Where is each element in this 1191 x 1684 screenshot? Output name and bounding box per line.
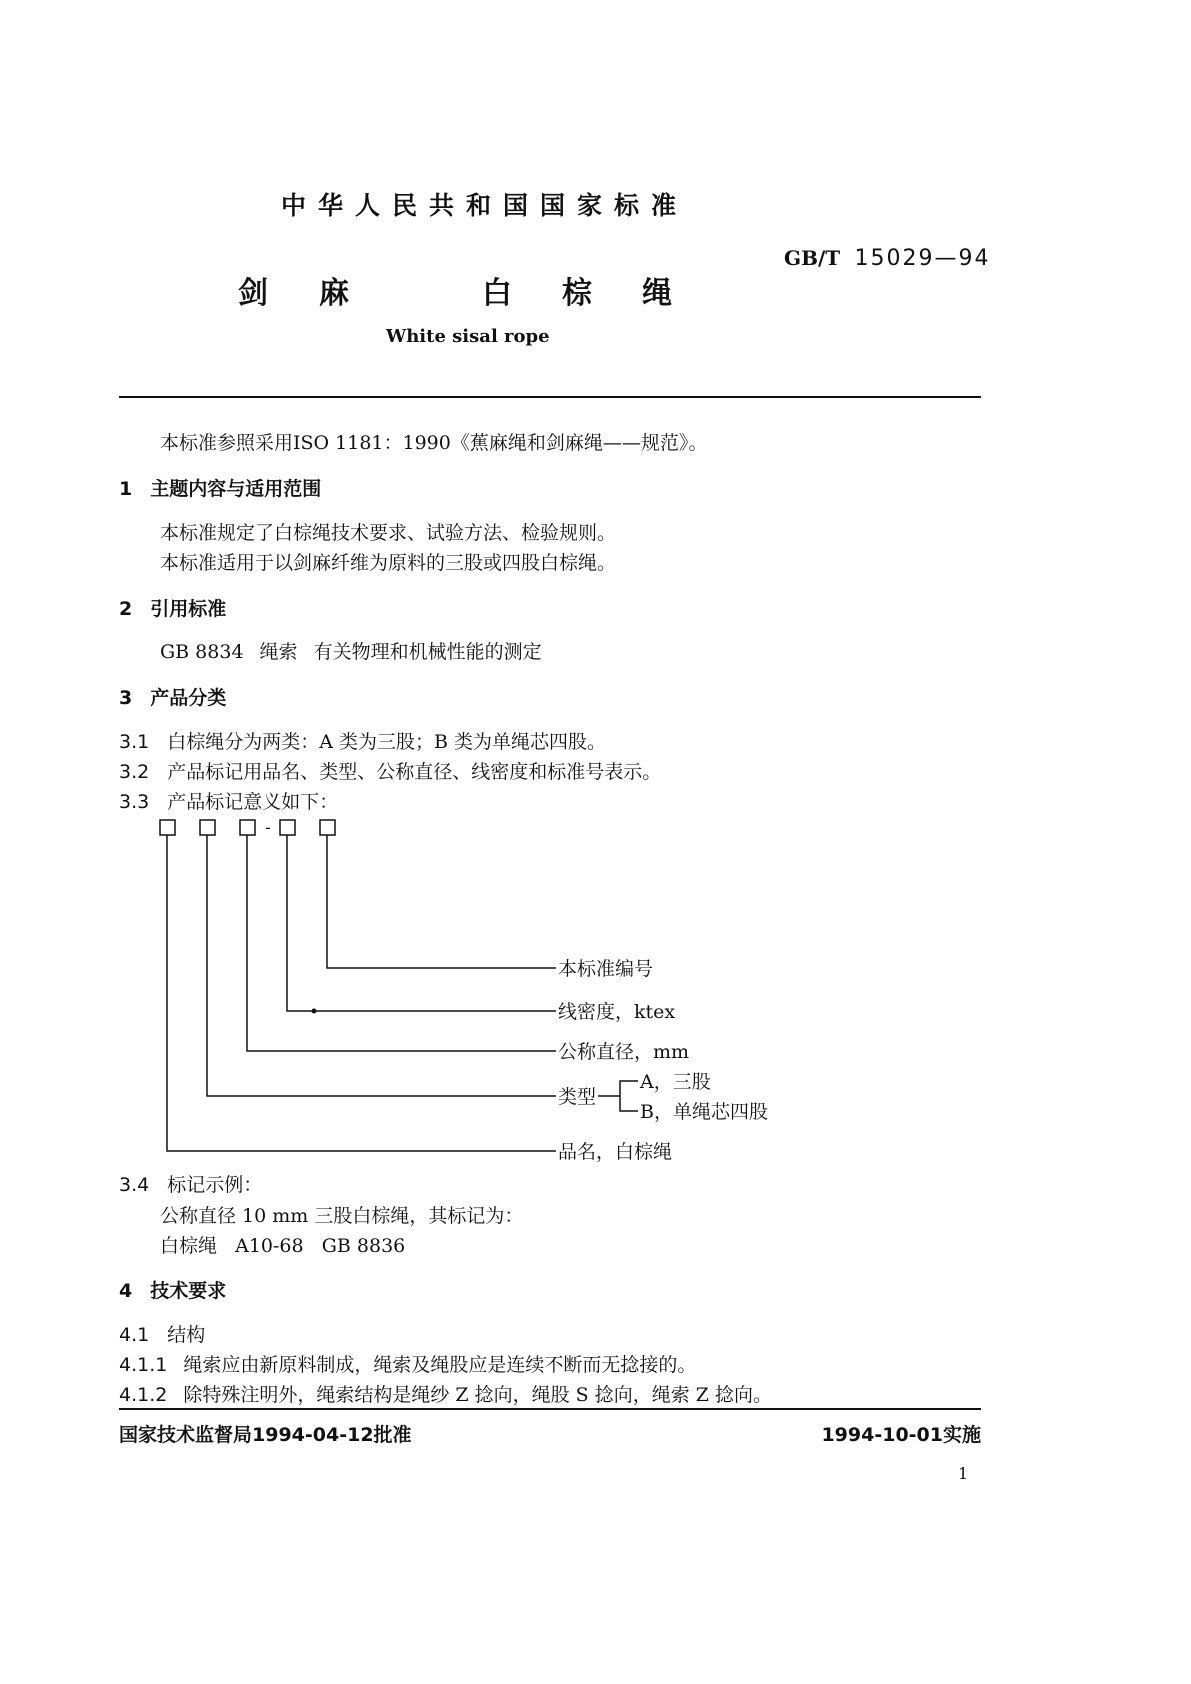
marking-box-name xyxy=(160,820,175,835)
marking-box-density xyxy=(280,820,295,835)
standard-code-number: 15029—94 xyxy=(854,246,991,271)
type-branch-bracket xyxy=(620,1081,638,1111)
clause-4-1-1-number: 4.1.1 xyxy=(119,1354,168,1376)
label-nominal-diameter: 公称直径，mm xyxy=(558,1041,690,1063)
label-standard-number: 本标准编号 xyxy=(558,958,654,980)
reference-name: 绳索 xyxy=(259,641,298,663)
clause-3-4 xyxy=(119,1170,262,1197)
title-char-2: 麻 xyxy=(319,276,349,311)
section-4-number: 4 xyxy=(119,1280,133,1302)
label-linear-density: 线密度，ktex xyxy=(558,1001,676,1023)
section-3-title: 产品分类 xyxy=(150,687,227,709)
clause-3-4-number: 3.4 xyxy=(119,1174,150,1196)
standard-code-prefix: GB/T xyxy=(784,246,841,270)
density-line-dot xyxy=(312,1009,317,1014)
title-char-3: 白 xyxy=(482,276,512,311)
clause-4-1-2-number: 4.1.2 xyxy=(119,1384,168,1406)
section-1-title: 主题内容与适用范围 xyxy=(150,478,322,500)
clause-4-1-1 xyxy=(119,1350,696,1377)
marking-box-standard xyxy=(320,820,335,835)
section-4-heading xyxy=(119,1276,226,1303)
marking-box-type xyxy=(200,820,215,835)
clause-3-4-example: 白棕绳 A10-68 GB 8836 xyxy=(160,1235,406,1257)
label-type-b: B，单绳芯四股 xyxy=(640,1101,768,1123)
clause-4-1 xyxy=(119,1320,205,1347)
reference-title: 有关物理和机械性能的测定 xyxy=(313,641,542,663)
leader-line-name xyxy=(167,835,556,1151)
section-3-number: 3 xyxy=(119,687,133,709)
section-4-title: 技术要求 xyxy=(150,1280,227,1302)
clause-3-2-number: 3.2 xyxy=(119,761,150,783)
approval-text: 国家技术监督局1994-04-12批准 xyxy=(119,1424,412,1446)
clause-3-1-text: 白棕绳分为两类：A 类为三股；B 类为单绳芯四股。 xyxy=(167,731,606,753)
clause-3-2-text: 产品标记用品名、类型、公称直径、线密度和标准号表示。 xyxy=(167,761,662,783)
intro-text: 本标准参照采用ISO 1181：1990《蕉麻绳和剑麻绳——规范》。 xyxy=(160,432,708,454)
title-char-5: 绳 xyxy=(642,276,672,311)
label-product-name: 品名，白棕绳 xyxy=(558,1141,673,1163)
label-type: 类型 xyxy=(558,1086,597,1108)
title-english: White sisal rope xyxy=(386,326,550,347)
leader-line-standard xyxy=(327,835,556,968)
leader-line-diameter xyxy=(247,835,556,1051)
clause-3-4-para-1: 公称直径 10 mm 三股白棕绳，其标记为： xyxy=(160,1205,524,1227)
leader-line-type xyxy=(207,835,556,1096)
clause-4-1-1-text: 绳索应由新原料制成，绳索及绳股应是连续不断而无捻接的。 xyxy=(183,1354,697,1376)
effective-date-text: 1994-10-01实施 xyxy=(821,1424,981,1446)
section-1-para-1: 本标准规定了白棕绳技术要求、试验方法、检验规则。 xyxy=(160,522,617,544)
footer-rule xyxy=(119,1408,981,1410)
page-number: 1 xyxy=(958,1464,969,1483)
clause-3-3-number: 3.3 xyxy=(119,791,150,813)
clause-3-1-number: 3.1 xyxy=(119,731,150,753)
clause-3-3-text: 产品标记意义如下： xyxy=(167,791,339,813)
title-char-4: 棕 xyxy=(562,276,592,311)
title-char-1: 剑 xyxy=(238,276,268,311)
clause-4-1-text: 结构 xyxy=(167,1324,206,1346)
marking-dash: - xyxy=(265,818,271,837)
section-1-number: 1 xyxy=(119,478,133,500)
section-1-para-2: 本标准适用于以剑麻纤维为原料的三股或四股白棕绳。 xyxy=(160,552,617,574)
marking-box-diameter xyxy=(240,820,255,835)
clause-3-4-text: 标记示例： xyxy=(167,1174,263,1196)
clause-4-1-number: 4.1 xyxy=(119,1324,150,1346)
label-type-a: A，三股 xyxy=(640,1071,711,1093)
clause-4-1-2 xyxy=(119,1380,772,1407)
section-2-number: 2 xyxy=(119,598,133,620)
reference-code: GB 8834 xyxy=(160,641,244,663)
national-standard-title: 中华人民共和国国家标准 xyxy=(281,191,689,220)
section-2-title: 引用标准 xyxy=(150,598,227,620)
clause-4-1-2-text: 除特殊注明外，绳索结构是绳纱 Z 捻向，绳股 S 捻向，绳索 Z 捻向。 xyxy=(183,1384,773,1406)
